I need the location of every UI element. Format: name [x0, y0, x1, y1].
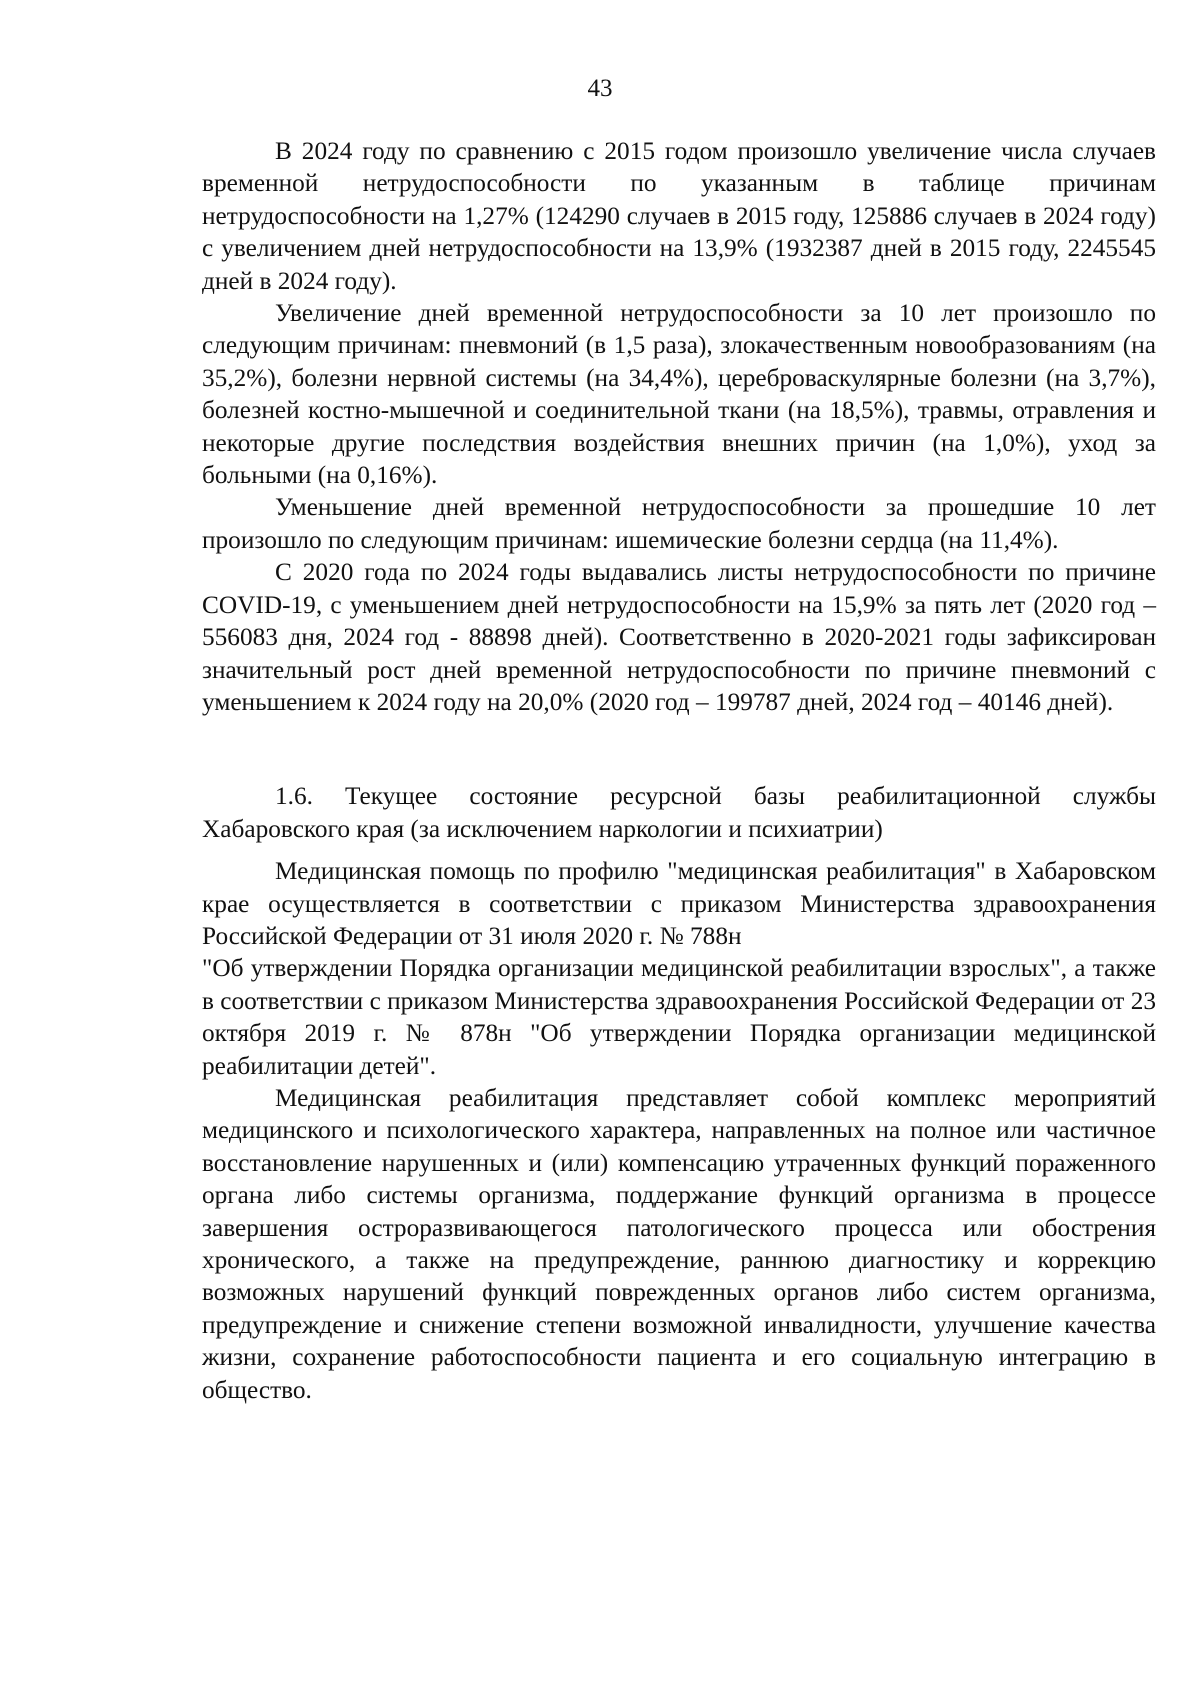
- section-title: Текущее состояние ресурсной базы реабилитационной службы Хабаровского края (за исключением наркологии и психиатрии): [202, 782, 1156, 843]
- document-body: [202, 135, 1156, 1406]
- heading-spacer: [202, 845, 1156, 855]
- paragraph-sick-leave-decrease: Уменьшение дней временной нетрудоспособности за прошедшие 10 лет произошло по следующим причинам: ишемические болезни сердца (на 11,4%).: [202, 493, 1156, 554]
- paragraph-rehab-orders: Медицинская помощь по профилю "медицинская реабилитация" в Хабаровском крае осуществляется в соответствии с приказом Министерства здравоохранения Российской Федерации от 31 июля 2020 г. № 788н: [202, 857, 1156, 950]
- paragraph-covid-sick-leave: С 2020 года по 2024 годы выдавались листы нетрудоспособности по причине COVID-19, с уменьшением дней нетрудоспособности на 15,9% за пять лет (2020 год – 556083 дня, 2024 год - 88898 дней). Соответственно в 2020-2021 годы зафиксирован значительный рост дней временной нетрудоспособности по причине пневмоний с уменьшением к 2024 году на 20,0% (2020 год – 199787 дней, 2024 год – 40146 дней).: [202, 558, 1156, 716]
- paragraph-rehab-orders-continued: "Об утверждении Порядка организации медицинской реабилитации взрослых", а также в соответствии с приказом Министерства здравоохранения Российской Федерации от 23 октября 2019 г. № 878н "Об утверждении Порядка организации медицинской реабилитации детей".: [202, 954, 1156, 1080]
- paragraph-rehab-definition: Медицинская реабилитация представляет собой комплекс мероприятий медицинского и психологического характера, направленных на полное или частичное восстановление нарушенных и (или) компенсацию утраченных функций пораженного органа либо системы организма, поддержание функций организма в процессе завершения остроразвивающегося патологического процесса или обострения хронического, а также на предупреждение, раннюю диагностику и коррекцию возможных нарушений функций поврежденных органов либо систем организма, предупреждение и снижение степени возможной инвалидности, улучшение качества жизни, сохранение работоспособности пациента и его социальную интеграцию в общество.: [202, 1083, 1156, 1404]
- paragraph-sick-leave-cases: В 2024 году по сравнению с 2015 годом произошло увеличение числа случаев временной нетрудоспособности по указанным в таблице причинам нетрудоспособности на 1,27% (124290 случаев в 2015 году, 125886 случаев в 2024 году) с увеличением дней нетрудоспособности на 13,9% (1932387 дней в 2015 году, 2245545 дней в 2024 году).: [202, 137, 1156, 295]
- section-spacer: [202, 718, 1156, 780]
- page-number: 43: [587, 75, 613, 102]
- section-heading: [202, 780, 1156, 845]
- section-number: 1.6.: [275, 782, 313, 811]
- paragraph-sick-leave-increase: Увеличение дней временной нетрудоспособности за 10 лет произошло по следующим причинам: пневмоний (в 1,5 раза), злокачественным новообразованиям (на 35,2%), болезни нервной системы (на 34,4%), цереброваскулярные болезни (на 3,7%), болезней костно-мышечной и соединительной ткани (на 18,5%), травмы, отравления и некоторые другие последствия воздействия внешних причин (на 1,0%), уход за больными (на 0,16%).: [202, 299, 1156, 490]
